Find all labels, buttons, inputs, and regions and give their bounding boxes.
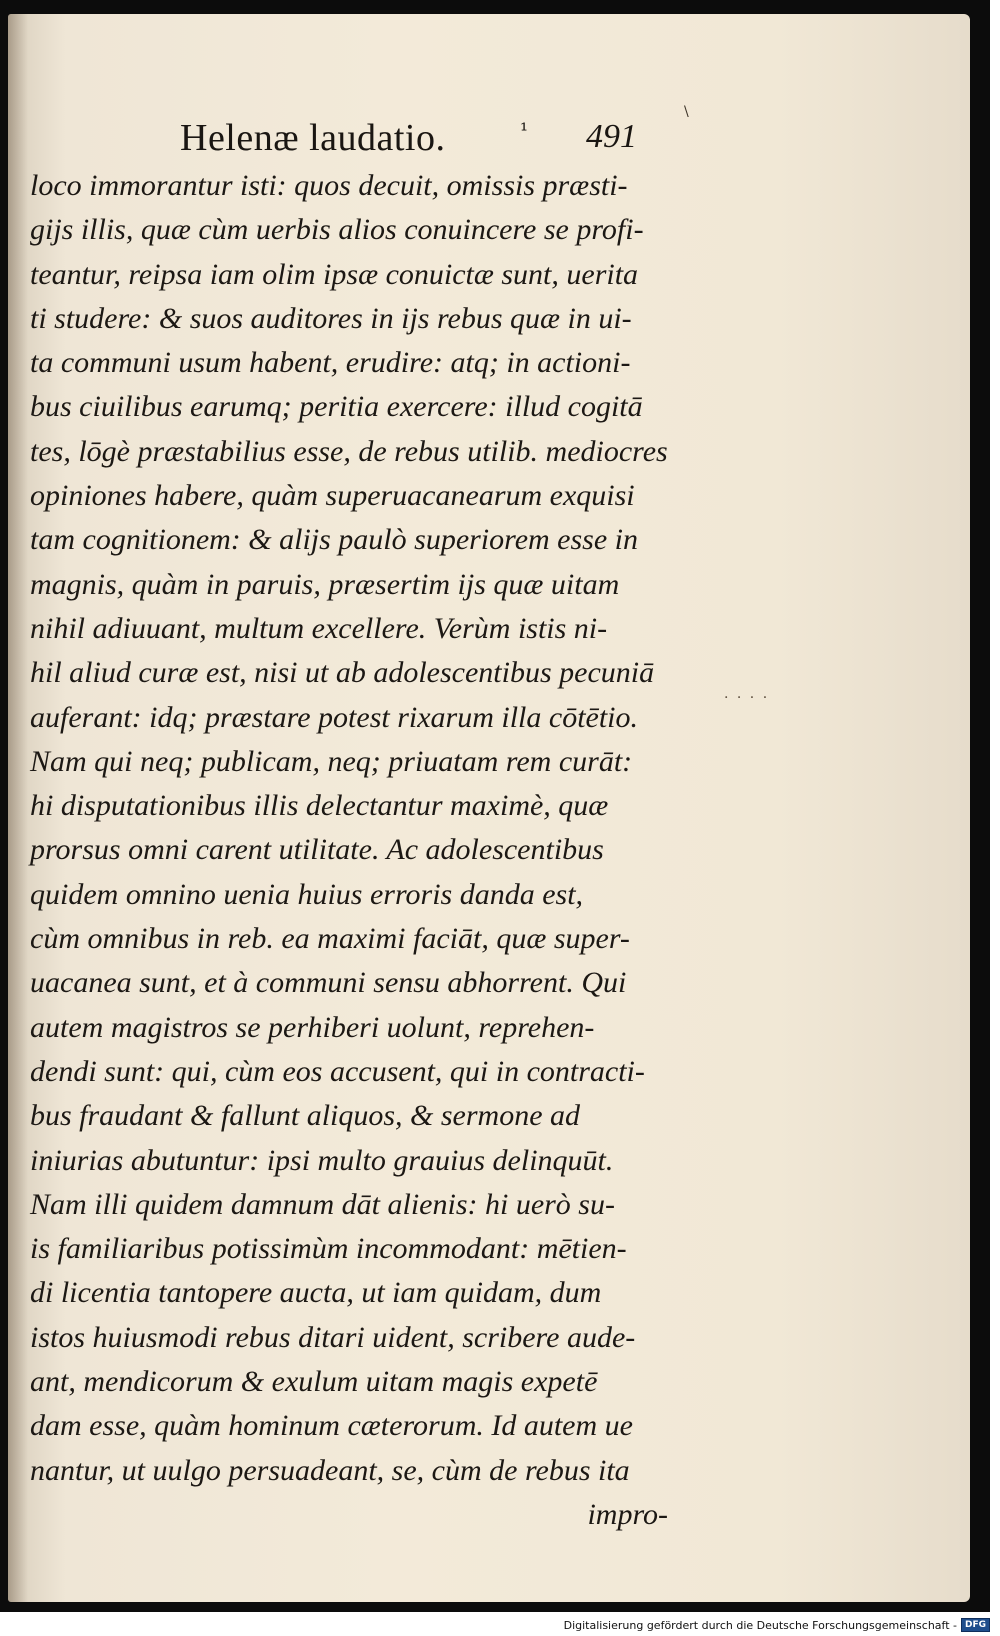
text-line: di licentia tantopere aucta, ut iam quidam, dum	[30, 1276, 602, 1310]
text-line: uacanea sunt, et à communi sensu abhorrent. Qui	[30, 966, 627, 1000]
text-line: nantur, ut uulgo persuadeant, se, cùm de rebus ita	[30, 1453, 630, 1487]
book-page	[8, 14, 970, 1602]
text-line: autem magistros se perhiberi uolunt, reprehen-	[30, 1010, 595, 1044]
text-line: bus ciuilibus earumq; peritia exercere: illud cogitā	[30, 390, 643, 424]
dfg-logo: DFG	[961, 1618, 990, 1632]
text-line: Nam illi quidem damnum dāt alienis: hi uerò su-	[30, 1187, 615, 1221]
text-line: tam cognitionem: & alijs paulò superiorem esse in	[30, 523, 638, 557]
text-line: teantur, reipsa iam olim ipsæ conuictæ sunt, uerita	[30, 257, 639, 291]
text-line: ant, mendicorum & exulum uitam magis expetē	[30, 1365, 598, 1399]
footer-text: Digitalisierung gefördert durch die Deutsche Forschungsgemeinschaft -	[563, 1618, 957, 1632]
text-line: hil aliud curæ est, nisi ut ab adolescentibus pecuniā	[30, 656, 655, 690]
text-line: Nam qui neq; publicam, neq; priuatam rem curāt:	[30, 744, 633, 778]
text-line: dendi sunt: qui, cùm eos accusent, qui in contracti-	[30, 1054, 645, 1088]
margin-mark: · · · ·	[724, 690, 770, 706]
text-line: istos huiusmodi rebus ditari uident, scribere aude-	[30, 1320, 636, 1354]
text-line: ta communi usum habent, erudire: atq; in actioni-	[30, 346, 631, 380]
text-line: cùm omnibus in reb. ea maximi faciāt, quæ super-	[30, 922, 630, 956]
margin-speck: \	[684, 104, 689, 120]
text-line: ti studere: & suos auditores in ijs rebus quæ in ui-	[30, 301, 632, 335]
text-line: quidem omnino uenia huius erroris danda est,	[30, 877, 584, 911]
catchword: impro-	[587, 1497, 668, 1531]
running-head: Helenæ laudatio.	[180, 117, 446, 159]
text-line: dam esse, quàm hominum cæterorum. Id autem ue	[30, 1409, 633, 1443]
body-text	[30, 164, 680, 1537]
text-line: hi disputationibus illis delectantur maximè, quæ	[30, 789, 609, 823]
text-line: opiniones habere, quàm superuacanearum exquisi	[30, 479, 635, 513]
text-line: iniurias abutuntur: ipsi multo grauius delinquūt.	[30, 1143, 614, 1177]
signature-mark: ¹	[520, 118, 529, 142]
text-line: loco immorantur isti: quos decuit, omissis præsti-	[30, 169, 628, 202]
text-line: gijs illis, quæ cùm uerbis alios conuincere se profi-	[30, 213, 644, 247]
footer-credit	[564, 1618, 990, 1632]
page-number: 491	[586, 118, 637, 155]
text-line: nihil adiuuant, multum excellere. Verùm istis ni-	[30, 611, 608, 645]
text-line: auferant: idq; præstare potest rixarum illa cōtētio.	[30, 700, 639, 734]
gutter-shadow	[8, 14, 28, 1602]
text-line: magnis, quàm in paruis, præsertim ijs quæ uitam	[30, 567, 620, 601]
text-line: tes, lōgè præstabilius esse, de rebus utilib. mediocres	[30, 434, 668, 468]
text-line: is familiaribus potissimùm incommodant: mētien-	[30, 1232, 627, 1266]
text-line: prorsus omni carent utilitate. Ac adolescentibus	[30, 833, 604, 867]
text-line: bus fraudant & fallunt aliquos, & sermone ad	[30, 1099, 581, 1133]
